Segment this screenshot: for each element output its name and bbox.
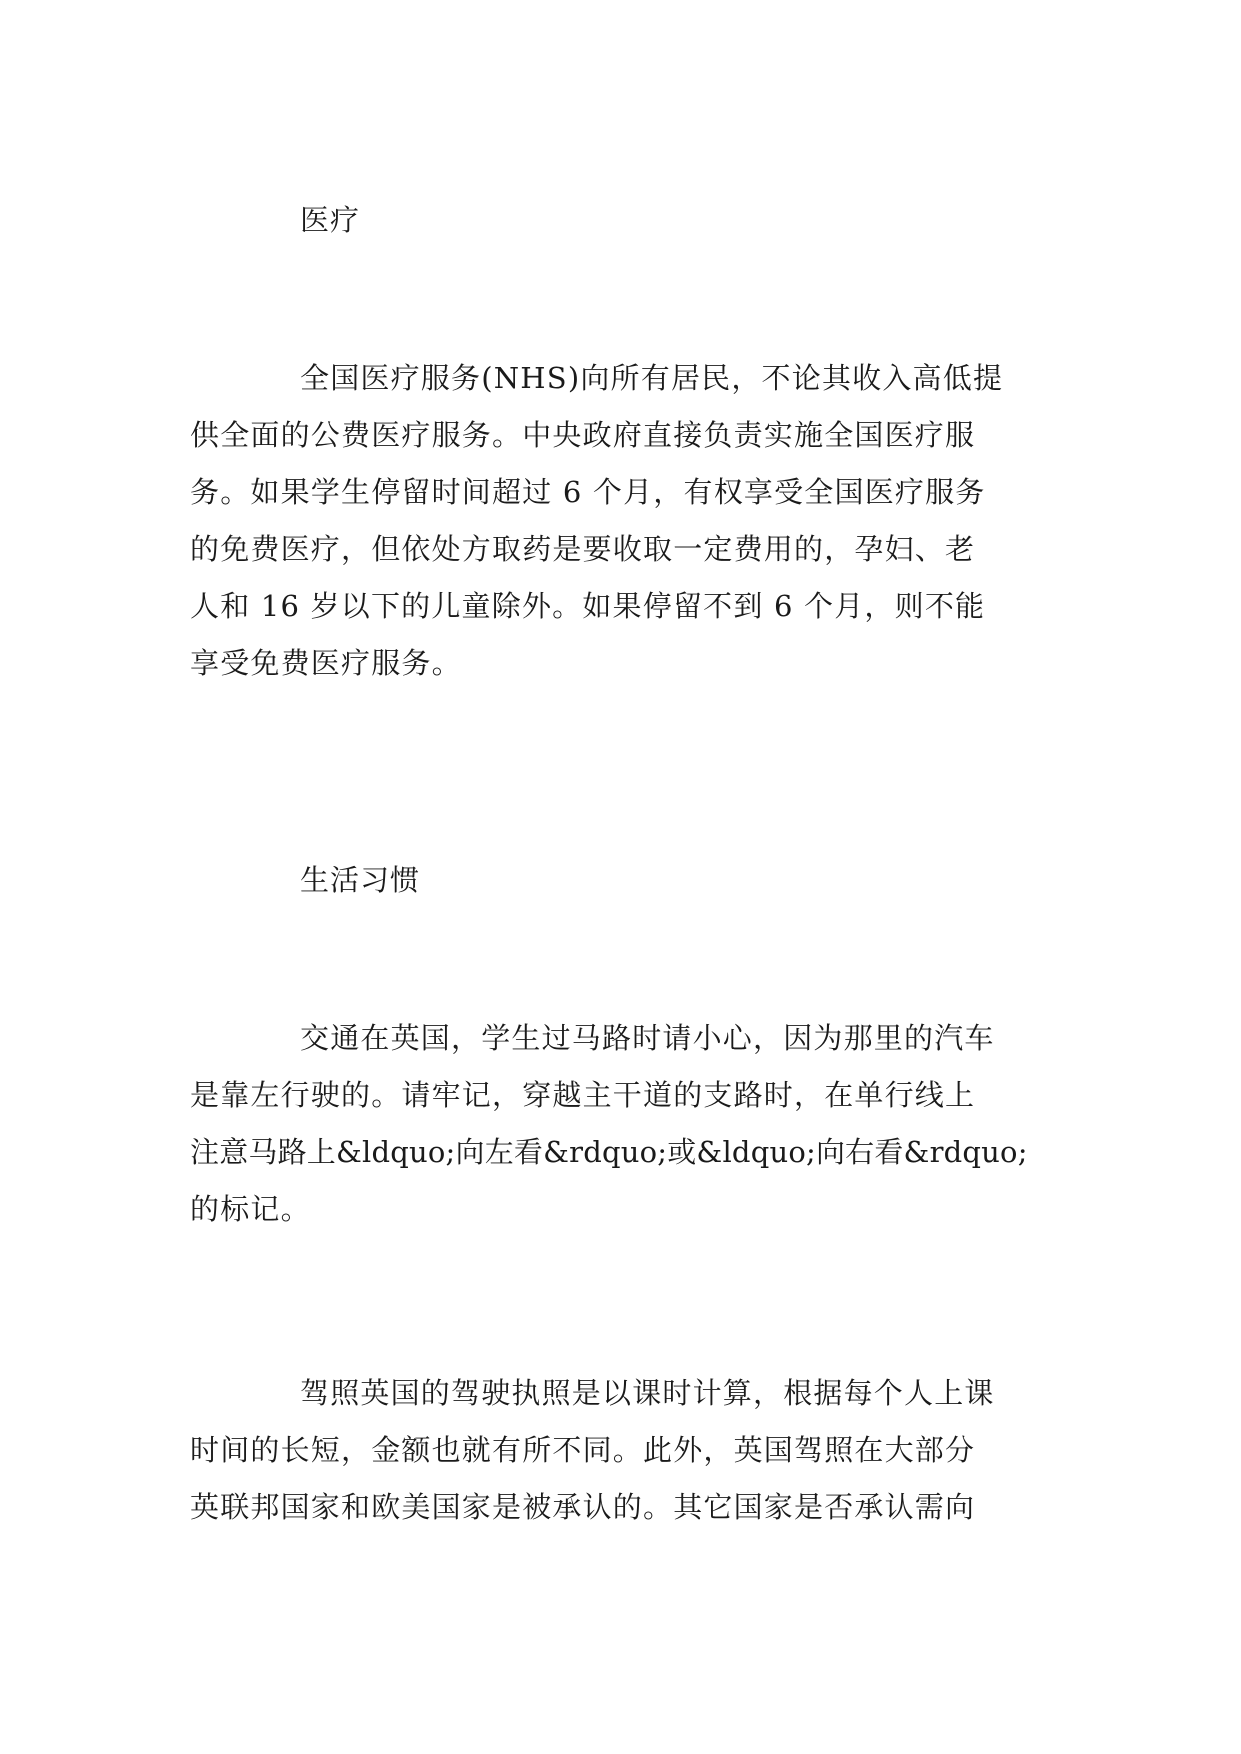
section-heading-medical: 医疗 xyxy=(300,203,361,237)
paragraph-line: 时间的长短，金额也就有所不同。此外，英国驾照在大部分 xyxy=(190,1433,976,1467)
paragraph-line: 的标记。 xyxy=(190,1192,311,1226)
paragraph-line: 英联邦国家和欧美国家是被承认的。其它国家是否承认需向 xyxy=(190,1490,976,1524)
paragraph-line: 人和 16 岁以下的儿童除外。如果停留不到 6 个月，则不能 xyxy=(190,589,986,623)
paragraph-line: 是靠左行驶的。请牢记，穿越主干道的支路时，在单行线上 xyxy=(190,1078,976,1112)
paragraph-traffic xyxy=(190,1010,1055,1238)
paragraph-medical xyxy=(190,350,1055,692)
section-heading-lifestyle: 生活习惯 xyxy=(300,863,421,897)
paragraph-line: 供全面的公费医疗服务。中央政府直接负责实施全国医疗服 xyxy=(190,418,976,452)
paragraph-line: 的免费医疗，但依处方取药是要收取一定费用的，孕妇、老 xyxy=(190,532,976,566)
paragraph-line: 全国医疗服务(NHS)向所有居民，不论其收入高低提 xyxy=(300,361,1004,395)
paragraph-driving-license xyxy=(190,1365,1055,1536)
paragraph-line: 注意马路上&ldquo;向左看&rdquo;或&ldquo;向右看&rdquo; xyxy=(190,1135,1028,1169)
paragraph-line: 驾照英国的驾驶执照是以课时计算，根据每个人上课 xyxy=(300,1376,995,1410)
paragraph-line: 交通在英国，学生过马路时请小心，因为那里的汽车 xyxy=(300,1021,995,1055)
paragraph-line: 享受免费医疗服务。 xyxy=(190,646,462,680)
paragraph-line: 务。如果学生停留时间超过 6 个月，有权享受全国医疗服务 xyxy=(190,475,986,509)
